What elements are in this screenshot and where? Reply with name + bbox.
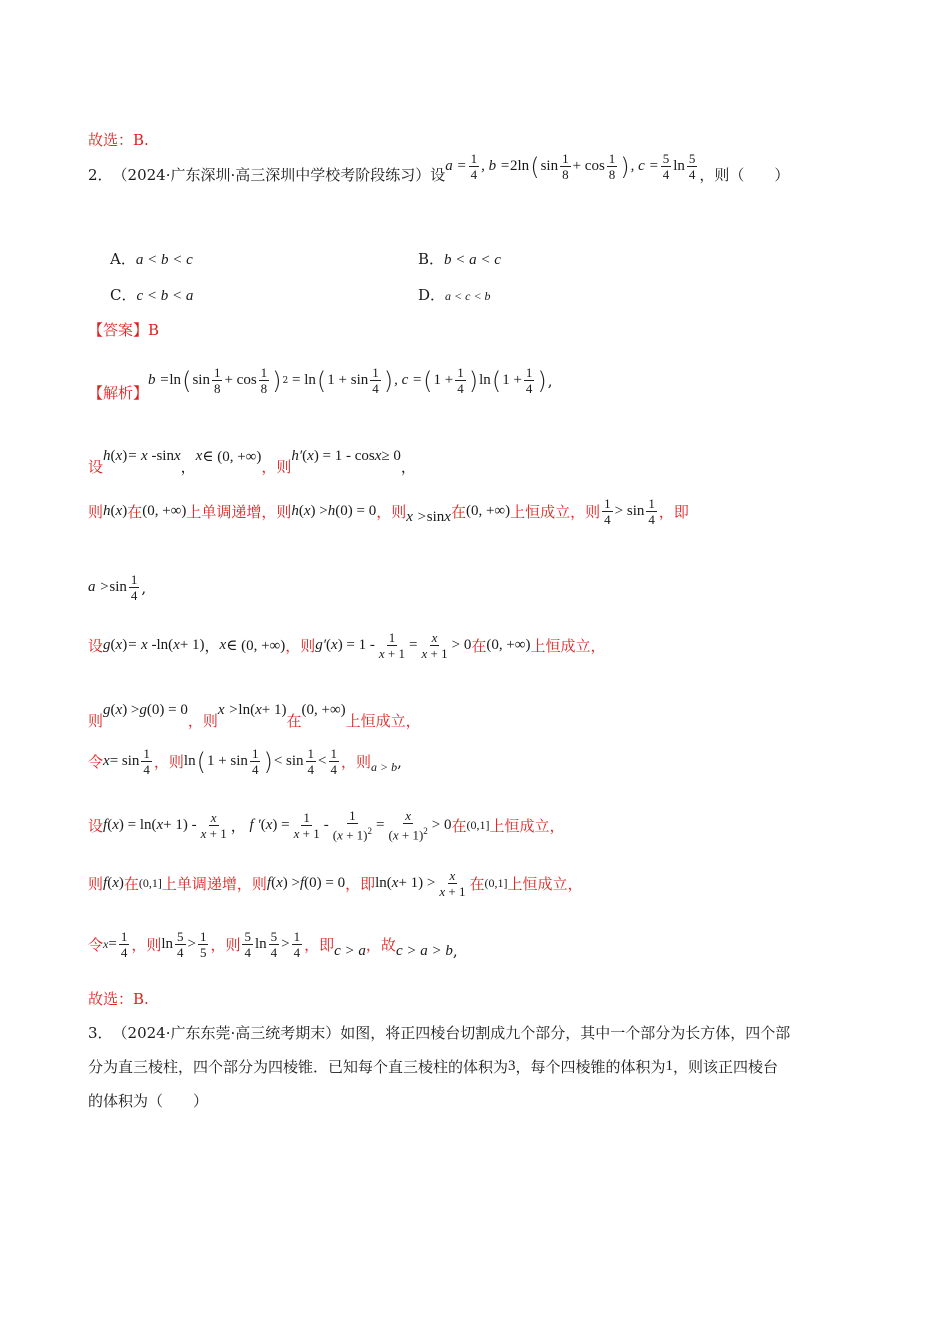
- option-d[interactable]: D．a < c < b: [418, 286, 491, 304]
- analysis-line-2: 设 h ( x ) = x - sin x ， x ∈ (0, +∞) ，则 h′ ( x ) = 1 - cos x ≥ 0 ，: [88, 448, 416, 476]
- analysis-line-7: 令 x = sin $\frac{1}{4}$ ，则 ln ( 1 + sin $\frac{1}{4}$ ) < sin $\frac{1}{4}$ < $\frac{1}{4}$ ，则 a > b ,: [88, 746, 402, 777]
- analysis-line-10: 令 x = $\frac{1}{4}$ ，则 ln $\frac{5}{4}$ > $\frac{1}{5}$ ，则 $\frac{5}{4}$ ln $\frac{5}{4}$ > $\frac{1}{4}$ ，即 c > a ，故 c > a > b ,: [88, 928, 458, 960]
- q2-conclusion: 故选：B.: [88, 990, 149, 1008]
- question-3-line-2: 分为直三棱柱，四个部分为四棱锥．已知每个直三棱柱的体积为 3 ，每个四棱锥的体积为 1 ，则该正四棱台: [88, 1058, 779, 1076]
- question-2-stem: 2． （2024·广东深圳·高三深圳中学校考阶段练习）设 a = $\frac{1}{4}$ , b = 2ln ( sin $\frac{1}{8}$ + cos $\frac{1}{8}$ ) , c = $\frac{5}{4}$ ln $\frac{5}{4}$ ，则（ ）: [88, 151, 790, 184]
- analysis-line-3: 则 h ( x ) 在 (0, +∞) 上单调递增，则 h ( x ) > h (0) = 0 ，则 x > sin x 在 (0, +∞) 上恒成立，则 $\frac{1}{4}$ > sin $\frac{1}{4}$ ，即: [88, 496, 689, 527]
- analysis-line-5: 设 g ( x ) = x - ln( x + 1) ， x ∈ (0, +∞) ，则 g′ ( x ) = 1 - $\frac{1}{x + 1}$ = $\frac{x}{x + 1}$ > 0 在 (0, +∞) 上恒成立，: [88, 630, 606, 661]
- analysis-line-8: 设 f ( x ) = ln( x + 1) - $\frac{x}{x + 1}$ ， f ′ ( x ) = $\frac{1}{x + 1}$ - $\frac{1}{(x + 1)^2}$ = $\frac{x}{(x + 1)^2}$ > 0 在 (0,1] 上恒成立，: [88, 808, 565, 843]
- answer: 【答案】B: [88, 321, 160, 339]
- option-c[interactable]: C．c < b < a: [110, 286, 194, 304]
- analysis-line-1: 【解析】 b = ln ( sin $\frac{1}{8}$ + cos $\frac{1}{8}$ ) 2 = ln ( 1 + sin $\frac{1}{4}$ ) , c = ( 1 + $\frac{1}{4}$ ) ln ( 1 + $\frac{1}{4}$ ) ,: [88, 365, 553, 402]
- top-conclusion: 故选：B.: [88, 131, 149, 149]
- option-b[interactable]: B．b < a < c: [418, 250, 501, 268]
- analysis-line-9: 则 f ( x ) 在 (0,1] 上单调递增，则 f ( x ) > f (0) = 0 ，即 ln( x + 1) > $\frac{x}{x + 1}$ 在 (0,1] 上恒成立，: [88, 868, 583, 899]
- question-3-line-1: 3． （2024·广东东莞·高三统考期末）如图，将正四棱台切割成九个部分，其中一个部分为长方体，四个部: [88, 1024, 791, 1042]
- option-a[interactable]: A．a < b < c: [110, 250, 193, 268]
- analysis-line-6: 则 g ( x ) > g (0) = 0 ，则 x > ln( x + 1) 在 (0, +∞) 上恒成立，: [88, 702, 421, 730]
- analysis-line-4: a > sin $\frac{1}{4}$ ,: [88, 572, 147, 603]
- question-3-line-3: 的体积为（ ）: [88, 1092, 209, 1110]
